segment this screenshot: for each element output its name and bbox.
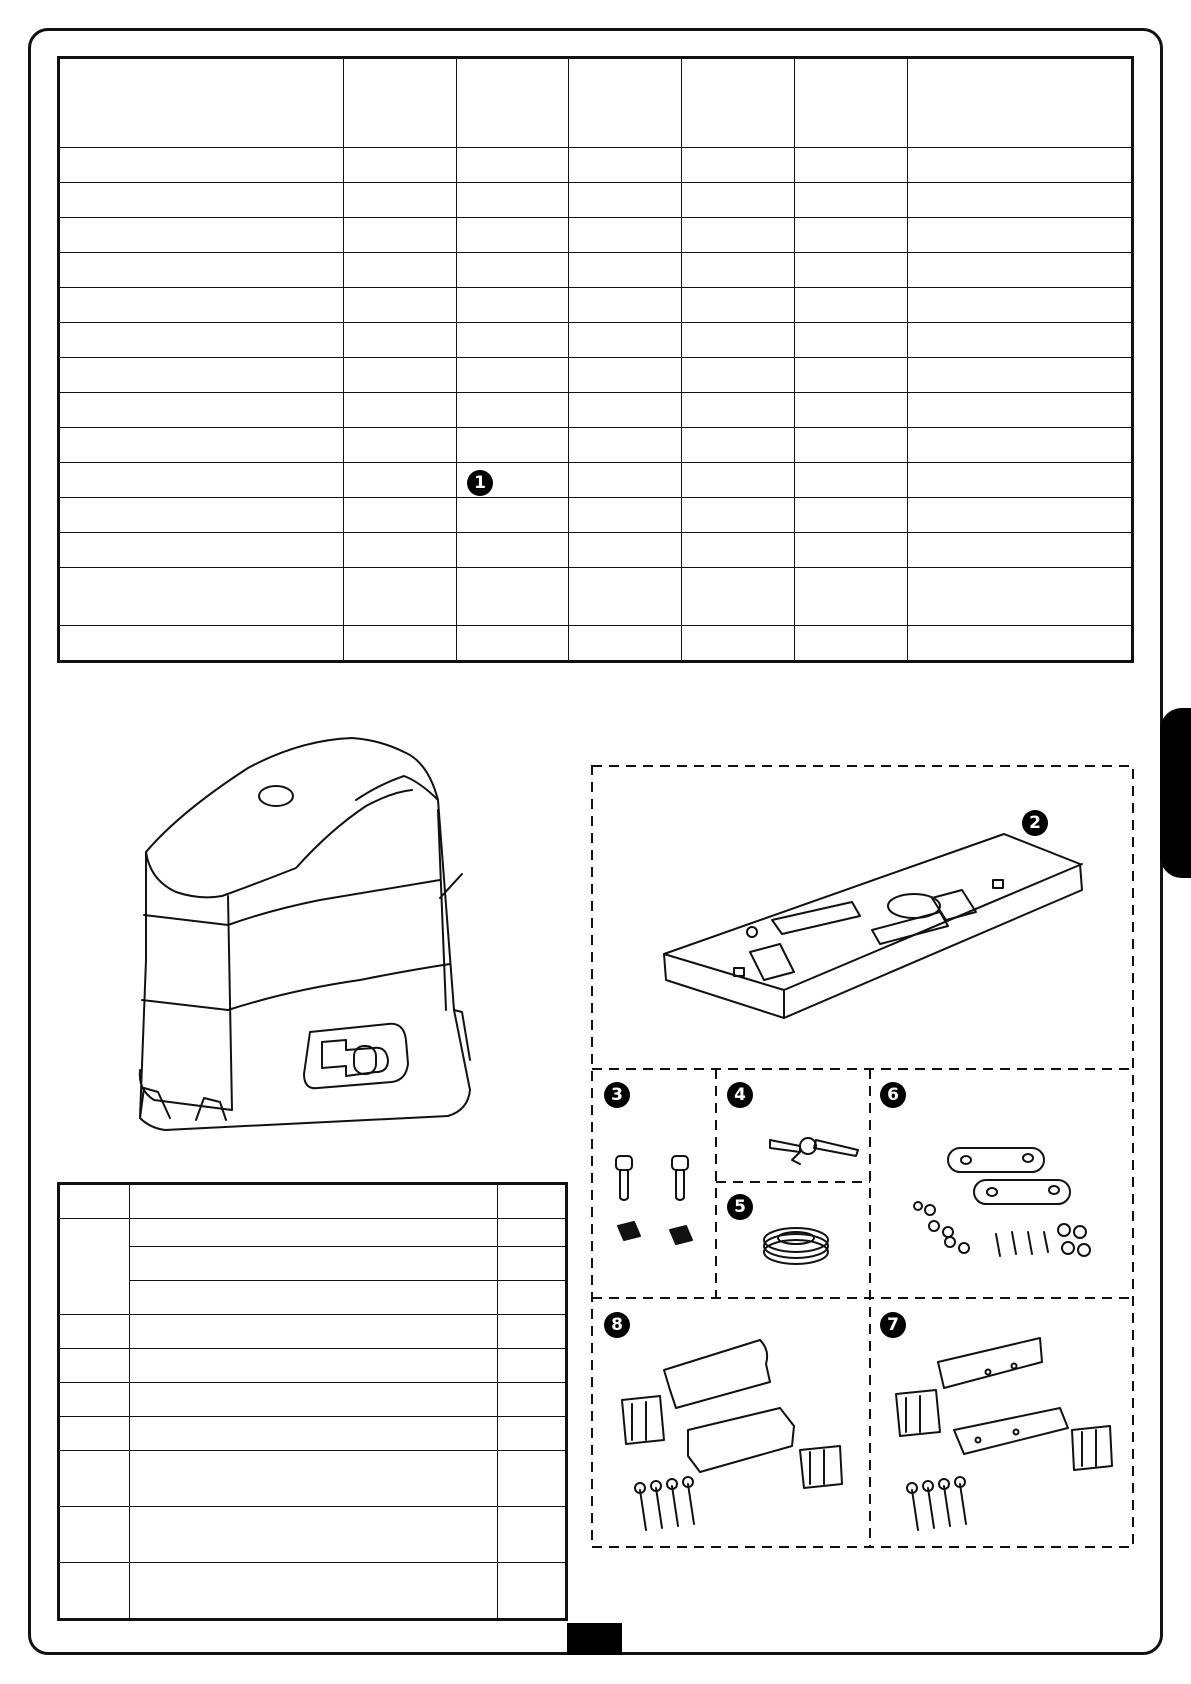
rack-brackets-drawing [622,1340,842,1530]
gate-motor-drawing [140,738,470,1130]
callout-bolts: 3 [604,1082,630,1108]
rack-brackets-drawing [914,1148,1090,1256]
callout-plate: 2 [1022,810,1048,836]
cable-grommet-drawing [764,1228,828,1264]
bolts-nuts-drawing [616,1156,692,1244]
callout-limit-brackets: 7 [880,1312,906,1338]
release-keys-drawing [770,1138,858,1164]
callout-rack-brackets: 8 [604,1312,630,1338]
callout-grommet: 5 [727,1194,753,1220]
limit-switch-brackets-drawing [896,1338,1112,1530]
callout-rack-kit: 6 [880,1082,906,1108]
callout-keys: 4 [727,1082,753,1108]
foundation-plate-drawing [664,834,1082,1018]
callout-motor: 1 [467,470,493,496]
